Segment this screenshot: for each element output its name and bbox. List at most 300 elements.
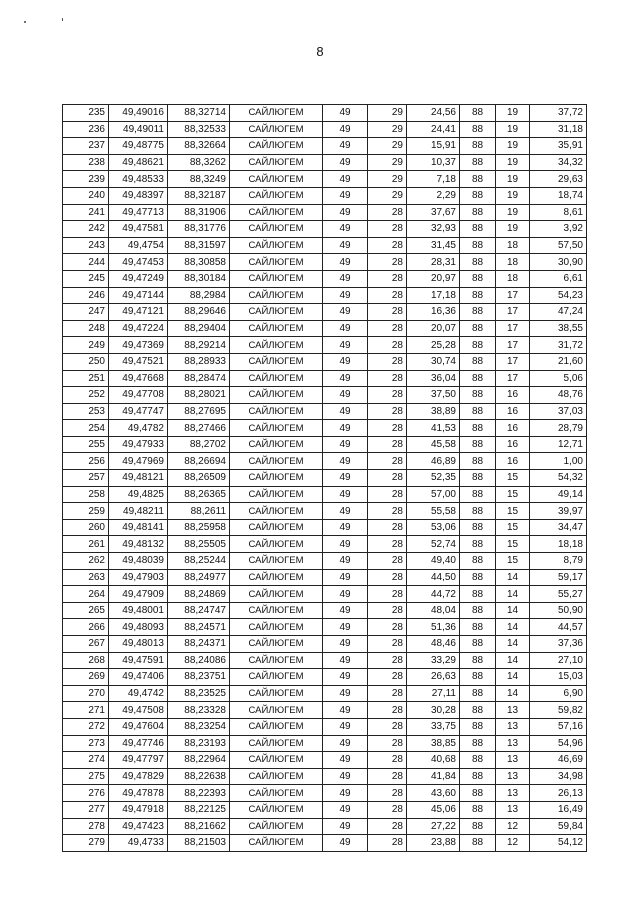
point-number-cell: 259 <box>63 503 109 520</box>
latitude-degrees-cell: 49 <box>323 121 368 138</box>
longitude-degrees-cell: 88 <box>460 337 496 354</box>
table-row <box>63 818 587 835</box>
latitude-degrees-cell: 49 <box>323 105 368 122</box>
latitude-degrees-cell: 49 <box>323 752 368 769</box>
latitude-seconds-cell: 26,63 <box>407 669 460 686</box>
point-number-cell: 241 <box>63 204 109 221</box>
place-name-cell: САЙЛЮГЕМ <box>230 785 323 802</box>
latitude-decimal-cell: 49,47369 <box>109 337 168 354</box>
latitude-minutes-cell: 29 <box>368 154 407 171</box>
latitude-degrees-cell: 49 <box>323 503 368 520</box>
longitude-seconds-cell: 18,74 <box>530 187 587 204</box>
table-row <box>63 470 587 487</box>
longitude-minutes-cell: 15 <box>496 519 530 536</box>
place-name-cell: САЙЛЮГЕМ <box>230 420 323 437</box>
latitude-seconds-cell: 43,60 <box>407 785 460 802</box>
longitude-degrees-cell: 88 <box>460 519 496 536</box>
latitude-minutes-cell: 28 <box>368 536 407 553</box>
longitude-minutes-cell: 13 <box>496 768 530 785</box>
place-name-cell: САЙЛЮГЕМ <box>230 735 323 752</box>
longitude-degrees-cell: 88 <box>460 304 496 321</box>
place-name-cell: САЙЛЮГЕМ <box>230 237 323 254</box>
point-number-cell: 268 <box>63 652 109 669</box>
place-name-cell: САЙЛЮГЕМ <box>230 586 323 603</box>
longitude-minutes-cell: 19 <box>496 154 530 171</box>
latitude-decimal-cell: 49,48775 <box>109 138 168 155</box>
longitude-decimal-cell: 88,22638 <box>168 768 230 785</box>
longitude-seconds-cell: 37,03 <box>530 403 587 420</box>
longitude-seconds-cell: 12,71 <box>530 436 587 453</box>
latitude-minutes-cell: 28 <box>368 619 407 636</box>
place-name-cell: САЙЛЮГЕМ <box>230 187 323 204</box>
latitude-seconds-cell: 16,36 <box>407 304 460 321</box>
latitude-decimal-cell: 49,47668 <box>109 370 168 387</box>
longitude-degrees-cell: 88 <box>460 370 496 387</box>
latitude-degrees-cell: 49 <box>323 436 368 453</box>
latitude-decimal-cell: 49,47713 <box>109 204 168 221</box>
place-name-cell: САЙЛЮГЕМ <box>230 204 323 221</box>
latitude-seconds-cell: 48,04 <box>407 602 460 619</box>
latitude-degrees-cell: 49 <box>323 470 368 487</box>
longitude-seconds-cell: 59,84 <box>530 818 587 835</box>
latitude-decimal-cell: 49,47829 <box>109 768 168 785</box>
latitude-degrees-cell: 49 <box>323 138 368 155</box>
longitude-decimal-cell: 88,24977 <box>168 569 230 586</box>
longitude-decimal-cell: 88,2611 <box>168 503 230 520</box>
latitude-degrees-cell: 49 <box>323 669 368 686</box>
place-name-cell: САЙЛЮГЕМ <box>230 569 323 586</box>
longitude-degrees-cell: 88 <box>460 553 496 570</box>
latitude-seconds-cell: 45,58 <box>407 436 460 453</box>
longitude-degrees-cell: 88 <box>460 187 496 204</box>
point-number-cell: 276 <box>63 785 109 802</box>
latitude-seconds-cell: 41,84 <box>407 768 460 785</box>
latitude-minutes-cell: 28 <box>368 801 407 818</box>
table-row <box>63 387 587 404</box>
place-name-cell: САЙЛЮГЕМ <box>230 702 323 719</box>
latitude-seconds-cell: 55,58 <box>407 503 460 520</box>
longitude-seconds-cell: 38,55 <box>530 320 587 337</box>
latitude-seconds-cell: 23,88 <box>407 835 460 852</box>
latitude-minutes-cell: 28 <box>368 818 407 835</box>
point-number-cell: 239 <box>63 171 109 188</box>
table-row <box>63 569 587 586</box>
place-name-cell: САЙЛЮГЕМ <box>230 270 323 287</box>
longitude-decimal-cell: 88,32714 <box>168 105 230 122</box>
longitude-seconds-cell: 37,36 <box>530 636 587 653</box>
longitude-minutes-cell: 14 <box>496 636 530 653</box>
longitude-minutes-cell: 13 <box>496 735 530 752</box>
longitude-degrees-cell: 88 <box>460 602 496 619</box>
longitude-degrees-cell: 88 <box>460 569 496 586</box>
longitude-decimal-cell: 88,22393 <box>168 785 230 802</box>
longitude-degrees-cell: 88 <box>460 818 496 835</box>
longitude-decimal-cell: 88,28021 <box>168 387 230 404</box>
latitude-minutes-cell: 28 <box>368 370 407 387</box>
table-row <box>63 702 587 719</box>
longitude-decimal-cell: 88,30858 <box>168 254 230 271</box>
latitude-degrees-cell: 49 <box>323 818 368 835</box>
place-name-cell: САЙЛЮГЕМ <box>230 669 323 686</box>
place-name-cell: САЙЛЮГЕМ <box>230 403 323 420</box>
longitude-decimal-cell: 88,23254 <box>168 718 230 735</box>
latitude-minutes-cell: 28 <box>368 718 407 735</box>
longitude-minutes-cell: 12 <box>496 818 530 835</box>
longitude-degrees-cell: 88 <box>460 503 496 520</box>
latitude-decimal-cell: 49,4782 <box>109 420 168 437</box>
table-row <box>63 735 587 752</box>
longitude-degrees-cell: 88 <box>460 138 496 155</box>
latitude-degrees-cell: 49 <box>323 768 368 785</box>
latitude-degrees-cell: 49 <box>323 702 368 719</box>
longitude-degrees-cell: 88 <box>460 204 496 221</box>
latitude-seconds-cell: 37,50 <box>407 387 460 404</box>
longitude-seconds-cell: 8,61 <box>530 204 587 221</box>
place-name-cell: САЙЛЮГЕМ <box>230 254 323 271</box>
longitude-minutes-cell: 13 <box>496 785 530 802</box>
latitude-seconds-cell: 15,91 <box>407 138 460 155</box>
longitude-degrees-cell: 88 <box>460 752 496 769</box>
latitude-seconds-cell: 49,40 <box>407 553 460 570</box>
longitude-degrees-cell: 88 <box>460 835 496 852</box>
longitude-decimal-cell: 88,23193 <box>168 735 230 752</box>
latitude-degrees-cell: 49 <box>323 387 368 404</box>
longitude-degrees-cell: 88 <box>460 685 496 702</box>
longitude-degrees-cell: 88 <box>460 254 496 271</box>
longitude-minutes-cell: 19 <box>496 121 530 138</box>
longitude-decimal-cell: 88,2702 <box>168 436 230 453</box>
longitude-seconds-cell: 31,72 <box>530 337 587 354</box>
longitude-minutes-cell: 16 <box>496 453 530 470</box>
latitude-decimal-cell: 49,47933 <box>109 436 168 453</box>
longitude-minutes-cell: 15 <box>496 536 530 553</box>
longitude-decimal-cell: 88,23328 <box>168 702 230 719</box>
longitude-seconds-cell: 34,98 <box>530 768 587 785</box>
latitude-degrees-cell: 49 <box>323 270 368 287</box>
latitude-degrees-cell: 49 <box>323 586 368 603</box>
longitude-seconds-cell: 26,13 <box>530 785 587 802</box>
latitude-degrees-cell: 49 <box>323 785 368 802</box>
latitude-decimal-cell: 49,47969 <box>109 453 168 470</box>
longitude-minutes-cell: 13 <box>496 752 530 769</box>
latitude-decimal-cell: 49,48533 <box>109 171 168 188</box>
latitude-decimal-cell: 49,47121 <box>109 304 168 321</box>
latitude-seconds-cell: 57,00 <box>407 486 460 503</box>
longitude-decimal-cell: 88,31776 <box>168 221 230 238</box>
table-row <box>63 304 587 321</box>
longitude-seconds-cell: 21,60 <box>530 353 587 370</box>
latitude-degrees-cell: 49 <box>323 453 368 470</box>
latitude-seconds-cell: 24,56 <box>407 105 460 122</box>
longitude-minutes-cell: 15 <box>496 503 530 520</box>
latitude-minutes-cell: 28 <box>368 602 407 619</box>
latitude-decimal-cell: 49,47406 <box>109 669 168 686</box>
longitude-seconds-cell: 50,90 <box>530 602 587 619</box>
longitude-seconds-cell: 18,18 <box>530 536 587 553</box>
table-row <box>63 237 587 254</box>
place-name-cell: САЙЛЮГЕМ <box>230 619 323 636</box>
longitude-seconds-cell: 37,72 <box>530 105 587 122</box>
latitude-minutes-cell: 28 <box>368 768 407 785</box>
longitude-degrees-cell: 88 <box>460 636 496 653</box>
page-number: 8 <box>316 44 324 59</box>
latitude-decimal-cell: 49,47708 <box>109 387 168 404</box>
longitude-decimal-cell: 88,29646 <box>168 304 230 321</box>
latitude-seconds-cell: 52,74 <box>407 536 460 553</box>
place-name-cell: САЙЛЮГЕМ <box>230 304 323 321</box>
latitude-seconds-cell: 32,93 <box>407 221 460 238</box>
longitude-seconds-cell: 31,18 <box>530 121 587 138</box>
longitude-decimal-cell: 88,21503 <box>168 835 230 852</box>
latitude-minutes-cell: 28 <box>368 702 407 719</box>
latitude-minutes-cell: 28 <box>368 636 407 653</box>
point-number-cell: 240 <box>63 187 109 204</box>
latitude-minutes-cell: 28 <box>368 486 407 503</box>
point-number-cell: 262 <box>63 553 109 570</box>
latitude-degrees-cell: 49 <box>323 619 368 636</box>
latitude-degrees-cell: 49 <box>323 718 368 735</box>
latitude-seconds-cell: 36,04 <box>407 370 460 387</box>
latitude-decimal-cell: 49,47797 <box>109 752 168 769</box>
latitude-minutes-cell: 28 <box>368 553 407 570</box>
latitude-seconds-cell: 30,74 <box>407 353 460 370</box>
point-number-cell: 265 <box>63 602 109 619</box>
longitude-seconds-cell: 54,12 <box>530 835 587 852</box>
longitude-degrees-cell: 88 <box>460 387 496 404</box>
place-name-cell: САЙЛЮГЕМ <box>230 768 323 785</box>
longitude-decimal-cell: 88,28933 <box>168 353 230 370</box>
latitude-decimal-cell: 49,48013 <box>109 636 168 653</box>
coordinates-table <box>62 104 587 852</box>
point-number-cell: 264 <box>63 586 109 603</box>
longitude-minutes-cell: 19 <box>496 138 530 155</box>
point-number-cell: 263 <box>63 569 109 586</box>
latitude-decimal-cell: 49,4825 <box>109 486 168 503</box>
latitude-minutes-cell: 28 <box>368 304 407 321</box>
latitude-minutes-cell: 28 <box>368 320 407 337</box>
latitude-minutes-cell: 29 <box>368 171 407 188</box>
longitude-decimal-cell: 88,31906 <box>168 204 230 221</box>
longitude-minutes-cell: 19 <box>496 187 530 204</box>
table-row <box>63 453 587 470</box>
longitude-degrees-cell: 88 <box>460 154 496 171</box>
table-row <box>63 420 587 437</box>
table-row <box>63 370 587 387</box>
longitude-minutes-cell: 13 <box>496 702 530 719</box>
longitude-minutes-cell: 17 <box>496 337 530 354</box>
longitude-decimal-cell: 88,32533 <box>168 121 230 138</box>
longitude-degrees-cell: 88 <box>460 470 496 487</box>
point-number-cell: 274 <box>63 752 109 769</box>
latitude-seconds-cell: 38,85 <box>407 735 460 752</box>
longitude-seconds-cell: 16,49 <box>530 801 587 818</box>
table-row <box>63 270 587 287</box>
longitude-decimal-cell: 88,21662 <box>168 818 230 835</box>
longitude-seconds-cell: 6,61 <box>530 270 587 287</box>
longitude-minutes-cell: 14 <box>496 652 530 669</box>
table-row <box>63 287 587 304</box>
latitude-decimal-cell: 49,48141 <box>109 519 168 536</box>
latitude-decimal-cell: 49,47581 <box>109 221 168 238</box>
latitude-decimal-cell: 49,47591 <box>109 652 168 669</box>
point-number-cell: 261 <box>63 536 109 553</box>
latitude-minutes-cell: 28 <box>368 436 407 453</box>
longitude-decimal-cell: 88,22964 <box>168 752 230 769</box>
latitude-minutes-cell: 28 <box>368 453 407 470</box>
table-row <box>63 718 587 735</box>
longitude-minutes-cell: 19 <box>496 204 530 221</box>
place-name-cell: САЙЛЮГЕМ <box>230 602 323 619</box>
longitude-seconds-cell: 59,17 <box>530 569 587 586</box>
longitude-minutes-cell: 17 <box>496 304 530 321</box>
longitude-minutes-cell: 17 <box>496 320 530 337</box>
point-number-cell: 269 <box>63 669 109 686</box>
point-number-cell: 246 <box>63 287 109 304</box>
longitude-seconds-cell: 35,91 <box>530 138 587 155</box>
latitude-seconds-cell: 17,18 <box>407 287 460 304</box>
latitude-degrees-cell: 49 <box>323 652 368 669</box>
longitude-decimal-cell: 88,3249 <box>168 171 230 188</box>
table-row <box>63 519 587 536</box>
place-name-cell: САЙЛЮГЕМ <box>230 287 323 304</box>
table-row <box>63 105 587 122</box>
longitude-minutes-cell: 12 <box>496 835 530 852</box>
latitude-minutes-cell: 28 <box>368 204 407 221</box>
place-name-cell: САЙЛЮГЕМ <box>230 320 323 337</box>
latitude-degrees-cell: 49 <box>323 486 368 503</box>
latitude-degrees-cell: 49 <box>323 735 368 752</box>
longitude-seconds-cell: 54,32 <box>530 470 587 487</box>
longitude-degrees-cell: 88 <box>460 453 496 470</box>
place-name-cell: САЙЛЮГЕМ <box>230 685 323 702</box>
point-number-cell: 235 <box>63 105 109 122</box>
latitude-degrees-cell: 49 <box>323 320 368 337</box>
latitude-seconds-cell: 52,35 <box>407 470 460 487</box>
latitude-seconds-cell: 28,31 <box>407 254 460 271</box>
latitude-degrees-cell: 49 <box>323 636 368 653</box>
point-number-cell: 272 <box>63 718 109 735</box>
place-name-cell: САЙЛЮГЕМ <box>230 221 323 238</box>
longitude-degrees-cell: 88 <box>460 320 496 337</box>
point-number-cell: 237 <box>63 138 109 155</box>
point-number-cell: 257 <box>63 470 109 487</box>
longitude-degrees-cell: 88 <box>460 353 496 370</box>
longitude-degrees-cell: 88 <box>460 436 496 453</box>
point-number-cell: 242 <box>63 221 109 238</box>
latitude-minutes-cell: 29 <box>368 187 407 204</box>
table-body <box>63 105 587 852</box>
longitude-degrees-cell: 88 <box>460 105 496 122</box>
longitude-minutes-cell: 17 <box>496 353 530 370</box>
latitude-decimal-cell: 49,48093 <box>109 619 168 636</box>
longitude-decimal-cell: 88,22125 <box>168 801 230 818</box>
longitude-decimal-cell: 88,23525 <box>168 685 230 702</box>
longitude-decimal-cell: 88,26365 <box>168 486 230 503</box>
latitude-decimal-cell: 49,4742 <box>109 685 168 702</box>
longitude-degrees-cell: 88 <box>460 702 496 719</box>
place-name-cell: САЙЛЮГЕМ <box>230 718 323 735</box>
longitude-seconds-cell: 6,90 <box>530 685 587 702</box>
latitude-minutes-cell: 28 <box>368 420 407 437</box>
table-row <box>63 486 587 503</box>
point-number-cell: 278 <box>63 818 109 835</box>
table-row <box>63 353 587 370</box>
longitude-seconds-cell: 48,76 <box>530 387 587 404</box>
longitude-decimal-cell: 88,26509 <box>168 470 230 487</box>
latitude-degrees-cell: 49 <box>323 154 368 171</box>
point-number-cell: 267 <box>63 636 109 653</box>
longitude-seconds-cell: 44,57 <box>530 619 587 636</box>
latitude-decimal-cell: 49,47423 <box>109 818 168 835</box>
longitude-seconds-cell: 3,92 <box>530 221 587 238</box>
point-number-cell: 279 <box>63 835 109 852</box>
longitude-degrees-cell: 88 <box>460 486 496 503</box>
place-name-cell: САЙЛЮГЕМ <box>230 835 323 852</box>
latitude-seconds-cell: 2,29 <box>407 187 460 204</box>
point-number-cell: 238 <box>63 154 109 171</box>
point-number-cell: 258 <box>63 486 109 503</box>
place-name-cell: САЙЛЮГЕМ <box>230 553 323 570</box>
table-row <box>63 669 587 686</box>
longitude-degrees-cell: 88 <box>460 801 496 818</box>
point-number-cell: 271 <box>63 702 109 719</box>
latitude-decimal-cell: 49,47604 <box>109 718 168 735</box>
latitude-degrees-cell: 49 <box>323 602 368 619</box>
longitude-seconds-cell: 57,50 <box>530 237 587 254</box>
latitude-seconds-cell: 51,36 <box>407 619 460 636</box>
latitude-decimal-cell: 49,47909 <box>109 586 168 603</box>
point-number-cell: 266 <box>63 619 109 636</box>
longitude-degrees-cell: 88 <box>460 270 496 287</box>
latitude-minutes-cell: 28 <box>368 237 407 254</box>
latitude-decimal-cell: 49,47508 <box>109 702 168 719</box>
latitude-minutes-cell: 28 <box>368 652 407 669</box>
longitude-minutes-cell: 18 <box>496 254 530 271</box>
longitude-seconds-cell: 5,06 <box>530 370 587 387</box>
latitude-seconds-cell: 7,18 <box>407 171 460 188</box>
longitude-seconds-cell: 8,79 <box>530 553 587 570</box>
latitude-minutes-cell: 28 <box>368 470 407 487</box>
longitude-minutes-cell: 14 <box>496 685 530 702</box>
latitude-degrees-cell: 49 <box>323 237 368 254</box>
table-row <box>63 254 587 271</box>
place-name-cell: САЙЛЮГЕМ <box>230 818 323 835</box>
longitude-decimal-cell: 88,25244 <box>168 553 230 570</box>
longitude-seconds-cell: 59,82 <box>530 702 587 719</box>
latitude-minutes-cell: 28 <box>368 685 407 702</box>
longitude-degrees-cell: 88 <box>460 237 496 254</box>
point-number-cell: 248 <box>63 320 109 337</box>
latitude-decimal-cell: 49,47918 <box>109 801 168 818</box>
place-name-cell: САЙЛЮГЕМ <box>230 801 323 818</box>
longitude-minutes-cell: 19 <box>496 221 530 238</box>
latitude-decimal-cell: 49,47903 <box>109 569 168 586</box>
latitude-degrees-cell: 49 <box>323 835 368 852</box>
place-name-cell: САЙЛЮГЕМ <box>230 171 323 188</box>
latitude-seconds-cell: 38,89 <box>407 403 460 420</box>
table-row <box>63 785 587 802</box>
latitude-degrees-cell: 49 <box>323 337 368 354</box>
latitude-minutes-cell: 28 <box>368 387 407 404</box>
table-row <box>63 503 587 520</box>
latitude-decimal-cell: 49,49011 <box>109 121 168 138</box>
longitude-degrees-cell: 88 <box>460 287 496 304</box>
longitude-seconds-cell: 57,16 <box>530 718 587 735</box>
table-row <box>63 586 587 603</box>
latitude-seconds-cell: 33,29 <box>407 652 460 669</box>
place-name-cell: САЙЛЮГЕМ <box>230 652 323 669</box>
latitude-decimal-cell: 49,48039 <box>109 553 168 570</box>
